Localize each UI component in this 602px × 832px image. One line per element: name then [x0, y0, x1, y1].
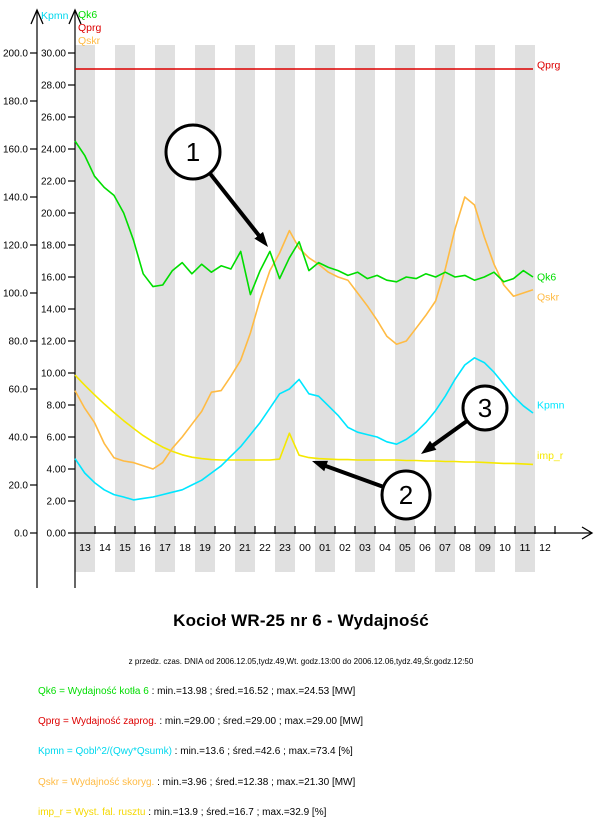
svg-text:Qprg: Qprg	[78, 22, 102, 34]
svg-text:60.0: 60.0	[8, 384, 28, 396]
series-label-Kpmn: Kpmn	[537, 399, 565, 412]
svg-text:20: 20	[219, 542, 231, 554]
legend-series-stats: : min.=29.00 ; śred.=29.00 ; max.=29.00 [MW]	[156, 716, 364, 727]
svg-text:00: 00	[299, 542, 311, 554]
svg-text:22.00: 22.00	[40, 176, 66, 188]
svg-text:200.0: 200.0	[2, 48, 28, 60]
svg-text:Kpmn: Kpmn	[41, 10, 69, 22]
svg-text:80.0: 80.0	[8, 336, 28, 348]
svg-text:3: 3	[477, 393, 493, 423]
svg-text:09: 09	[479, 542, 491, 554]
svg-text:20.0: 20.0	[8, 480, 28, 492]
svg-text:12: 12	[539, 542, 551, 554]
svg-text:6.00: 6.00	[46, 432, 66, 444]
svg-text:100.0: 100.0	[2, 288, 28, 300]
svg-text:30.00: 30.00	[40, 48, 66, 60]
svg-text:8.00: 8.00	[46, 400, 66, 412]
legend-series-label: Qskr = Wydajność skoryg.	[38, 777, 155, 788]
svg-text:140.0: 140.0	[2, 192, 28, 204]
svg-text:20.00: 20.00	[40, 208, 66, 220]
legend-series-stats: : min.=13.6 ; śred.=42.6 ; max.=73.4 [%]	[171, 746, 353, 757]
svg-text:160.0: 160.0	[2, 144, 28, 156]
svg-text:40.0: 40.0	[8, 432, 28, 444]
svg-text:13: 13	[79, 542, 91, 554]
legend-series-label: Qprg = Wydajność zaprog.	[38, 716, 157, 727]
series-label-imp_r: imp_r	[537, 449, 564, 462]
legend-series-stats: : min.=13.98 ; śred.=16.52 ; max.=24.53 [MW]	[148, 686, 356, 697]
legend-item-qskr	[38, 777, 355, 788]
svg-text:0.0: 0.0	[14, 528, 28, 540]
svg-text:01: 01	[319, 542, 331, 554]
svg-text:180.0: 180.0	[2, 96, 28, 108]
svg-text:22: 22	[259, 542, 271, 554]
legend-item-impr	[38, 807, 326, 818]
svg-text:08: 08	[459, 542, 471, 554]
svg-text:Qk6: Qk6	[78, 9, 98, 21]
svg-text:0.00: 0.00	[46, 528, 66, 540]
svg-text:18: 18	[179, 542, 191, 554]
svg-text:12.00: 12.00	[40, 336, 66, 348]
svg-text:2: 2	[398, 480, 414, 510]
svg-text:07: 07	[439, 542, 451, 554]
legend-series-label: Qk6 = Wydajność kotła 6	[38, 686, 149, 697]
svg-text:04: 04	[379, 542, 391, 554]
svg-text:28.00: 28.00	[40, 80, 66, 92]
svg-text:02: 02	[339, 542, 351, 554]
svg-text:17: 17	[159, 542, 171, 554]
legend-series-label: imp_r = Wyst. fal. rusztu	[38, 807, 146, 818]
chart-title: Kocioł WR-25 nr 6 - Wydajność	[173, 611, 429, 630]
legend-item-qk6	[38, 686, 355, 697]
svg-text:26.00: 26.00	[40, 112, 66, 124]
svg-text:10.00: 10.00	[40, 368, 66, 380]
series-label-Qskr: Qskr	[537, 291, 560, 304]
series-label-Qprg: Qprg	[537, 59, 561, 72]
chart-subtitle: z przedz. czas. DNIA od 2006.12.05,tydz.49,Wt. godz.13:00 do 2006.12.06,tydz.49,Śr.godz.12:50	[128, 657, 474, 666]
svg-text:2.00: 2.00	[46, 496, 66, 508]
svg-text:18.00: 18.00	[40, 240, 66, 252]
svg-text:06: 06	[419, 542, 431, 554]
svg-text:11: 11	[519, 542, 531, 554]
svg-text:21: 21	[239, 542, 251, 554]
svg-text:16.00: 16.00	[40, 272, 66, 284]
svg-text:24.00: 24.00	[40, 144, 66, 156]
legend-series-label: Kpmn = Qobl^2/(Qwy*Qsumk)	[38, 746, 172, 757]
svg-text:10: 10	[499, 542, 511, 554]
legend-item-qprg	[38, 716, 363, 727]
background-stripes	[75, 45, 535, 572]
legend-series-stats: : min.=3.96 ; śred.=12.38 ; max.=21.30 [MW]	[154, 777, 356, 788]
svg-text:4.00: 4.00	[46, 464, 66, 476]
svg-text:19: 19	[199, 542, 211, 554]
svg-text:1: 1	[185, 137, 201, 167]
svg-text:03: 03	[359, 542, 371, 554]
svg-text:Qskr: Qskr	[78, 35, 101, 47]
svg-text:14.00: 14.00	[40, 304, 66, 316]
legend-item-kpmn	[38, 746, 353, 757]
svg-text:16: 16	[139, 542, 151, 554]
svg-text:120.0: 120.0	[2, 240, 28, 252]
svg-text:15: 15	[119, 542, 131, 554]
svg-text:23: 23	[279, 542, 291, 554]
svg-text:14: 14	[99, 542, 111, 554]
svg-text:05: 05	[399, 542, 411, 554]
series-label-Qk6: Qk6	[537, 271, 557, 284]
legend-series-stats: : min.=13.9 ; śred.=16.7 ; max.=32.9 [%]	[145, 807, 327, 818]
